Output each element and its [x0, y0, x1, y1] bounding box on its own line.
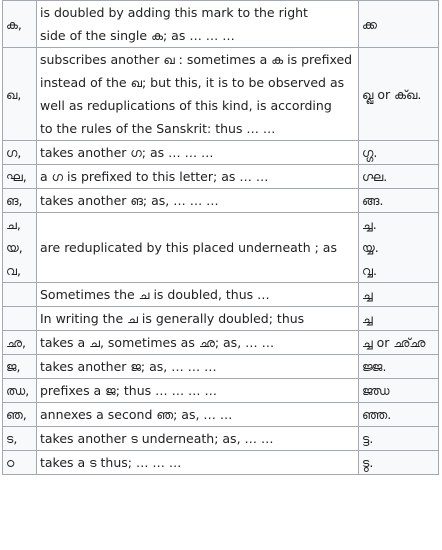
- result-text: ജ്ജ.: [362, 359, 387, 374]
- letter-cell: [3, 213, 37, 283]
- description-line: side of the single ക; as … … …: [40, 28, 235, 43]
- result-text: ഗ്ഗ.: [362, 145, 378, 160]
- table-row: [3, 165, 439, 189]
- description-line: are reduplicated by this placed underneath ; as: [40, 240, 337, 255]
- description-cell: [37, 451, 359, 475]
- result-text: ഞ്ഞ.: [362, 407, 392, 422]
- result-cell: [359, 189, 439, 213]
- table-row: [3, 189, 439, 213]
- description-cell: [37, 403, 359, 427]
- description-line: takes another ങ; as, … … …: [40, 193, 219, 208]
- letter-text: ച,: [6, 217, 21, 232]
- letter-text: ഗ,: [6, 145, 22, 160]
- table-row: [3, 403, 439, 427]
- description-line: well as reduplications of this kind, is according: [40, 98, 332, 113]
- letter-cell: [3, 307, 37, 331]
- letter-text: ഘ,: [6, 169, 27, 184]
- table-row: [3, 451, 439, 475]
- description-cell: [37, 355, 359, 379]
- letter-text: ജ,: [6, 359, 21, 374]
- table-body: [3, 1, 439, 475]
- description-cell: [37, 427, 359, 451]
- result-text: ക്ക: [362, 16, 377, 32]
- letter-text: ഖ,: [6, 86, 22, 102]
- table-row: [3, 331, 439, 355]
- result-text: ങ്ങ.: [362, 193, 384, 208]
- result-cell: [359, 331, 439, 355]
- description-cell: [37, 283, 359, 307]
- description-line: takes another ജ; as, … … …: [40, 359, 217, 374]
- result-cell: [359, 48, 439, 141]
- letter-text: ഠ: [6, 455, 15, 470]
- description-cell: [37, 331, 359, 355]
- result-text: ട്ഠ.: [362, 455, 374, 470]
- table-row: [3, 141, 439, 165]
- description-cell: [37, 48, 359, 141]
- description-line: Sometimes the ച is doubled, thus …: [40, 287, 270, 302]
- description-cell: [37, 141, 359, 165]
- description-line: takes another ട underneath; as, … …: [40, 431, 274, 446]
- table-row: [3, 355, 439, 379]
- result-cell: [359, 141, 439, 165]
- description-line: takes another ഗ; as … … …: [40, 145, 214, 160]
- letter-cell: [3, 331, 37, 355]
- table-row: [3, 213, 439, 283]
- letter-cell: [3, 165, 37, 189]
- letter-cell: [3, 403, 37, 427]
- result-cell: [359, 379, 439, 403]
- letter-cell: [3, 379, 37, 403]
- description-line: a ഗ is prefixed to this letter; as … …: [40, 169, 269, 184]
- result-cell: [359, 307, 439, 331]
- result-text: ഖ്ഖ or ക്ഖ.: [362, 86, 422, 102]
- description-line: annexes a second ഞ; as, … …: [40, 407, 233, 422]
- letter-text: ട,: [6, 431, 18, 446]
- table-row: [3, 48, 439, 141]
- letter-cell: [3, 355, 37, 379]
- result-cell: [359, 165, 439, 189]
- result-cell: [359, 355, 439, 379]
- description-cell: [37, 213, 359, 283]
- result-text: യ്യ.: [362, 240, 379, 255]
- result-cell: [359, 403, 439, 427]
- letter-text: ഞ,: [6, 407, 27, 422]
- description-line: In writing the ച is generally doubled; thus: [40, 311, 305, 326]
- description-cell: [37, 379, 359, 403]
- result-cell: [359, 283, 439, 307]
- description-cell: [37, 307, 359, 331]
- letter-text: ഛ,: [6, 335, 26, 350]
- description-line: is doubled by adding this mark to the right: [40, 5, 308, 20]
- letter-cell: [3, 48, 37, 141]
- description-cell: [37, 165, 359, 189]
- letter-cell: [3, 427, 37, 451]
- description-line: prefixes a ജ; thus … … … …: [40, 383, 218, 398]
- letter-cell: [3, 189, 37, 213]
- result-text: വ്വ.: [362, 263, 377, 278]
- description-cell: [37, 1, 359, 48]
- result-text: ച്ച: [362, 287, 373, 302]
- table-row: [3, 1, 439, 48]
- result-text: ച്ച or ഛ്ഛ: [362, 335, 426, 350]
- table-row: [3, 379, 439, 403]
- letter-text: ക,: [6, 16, 22, 32]
- letter-text: ഝ,: [6, 383, 30, 398]
- description-line: takes a ട thus; … … …: [40, 455, 182, 470]
- result-text: ച്ച: [362, 311, 373, 326]
- letter-cell: [3, 141, 37, 165]
- letter-cell: [3, 451, 37, 475]
- result-cell: [359, 1, 439, 48]
- result-cell: [359, 213, 439, 283]
- transliteration-table: [2, 0, 439, 475]
- letter-text: ങ,: [6, 193, 23, 208]
- description-line: subscribes another ഖ : sometimes a ക is prefixed: [40, 52, 353, 67]
- letter-text: വ,: [6, 263, 21, 278]
- table-row: [3, 307, 439, 331]
- description-cell: [37, 189, 359, 213]
- result-cell: [359, 451, 439, 475]
- description-line: to the rules of the Sanskrit: thus … …: [40, 121, 276, 136]
- description-line: takes a ച, sometimes as ഛ; as, … …: [40, 335, 275, 350]
- letter-cell: [3, 1, 37, 48]
- letter-text: യ,: [6, 240, 23, 255]
- result-text: ച്ച.: [362, 217, 377, 232]
- table-row: [3, 283, 439, 307]
- result-text: ജ്ഝ: [362, 383, 390, 398]
- result-text: ഗ്ഘ.: [362, 169, 388, 184]
- result-cell: [359, 427, 439, 451]
- description-line: instead of the ഖ; but this, it is to be observed as: [40, 75, 345, 90]
- table-row: [3, 427, 439, 451]
- result-text: ട്ട.: [362, 431, 374, 446]
- letter-cell: [3, 283, 37, 307]
